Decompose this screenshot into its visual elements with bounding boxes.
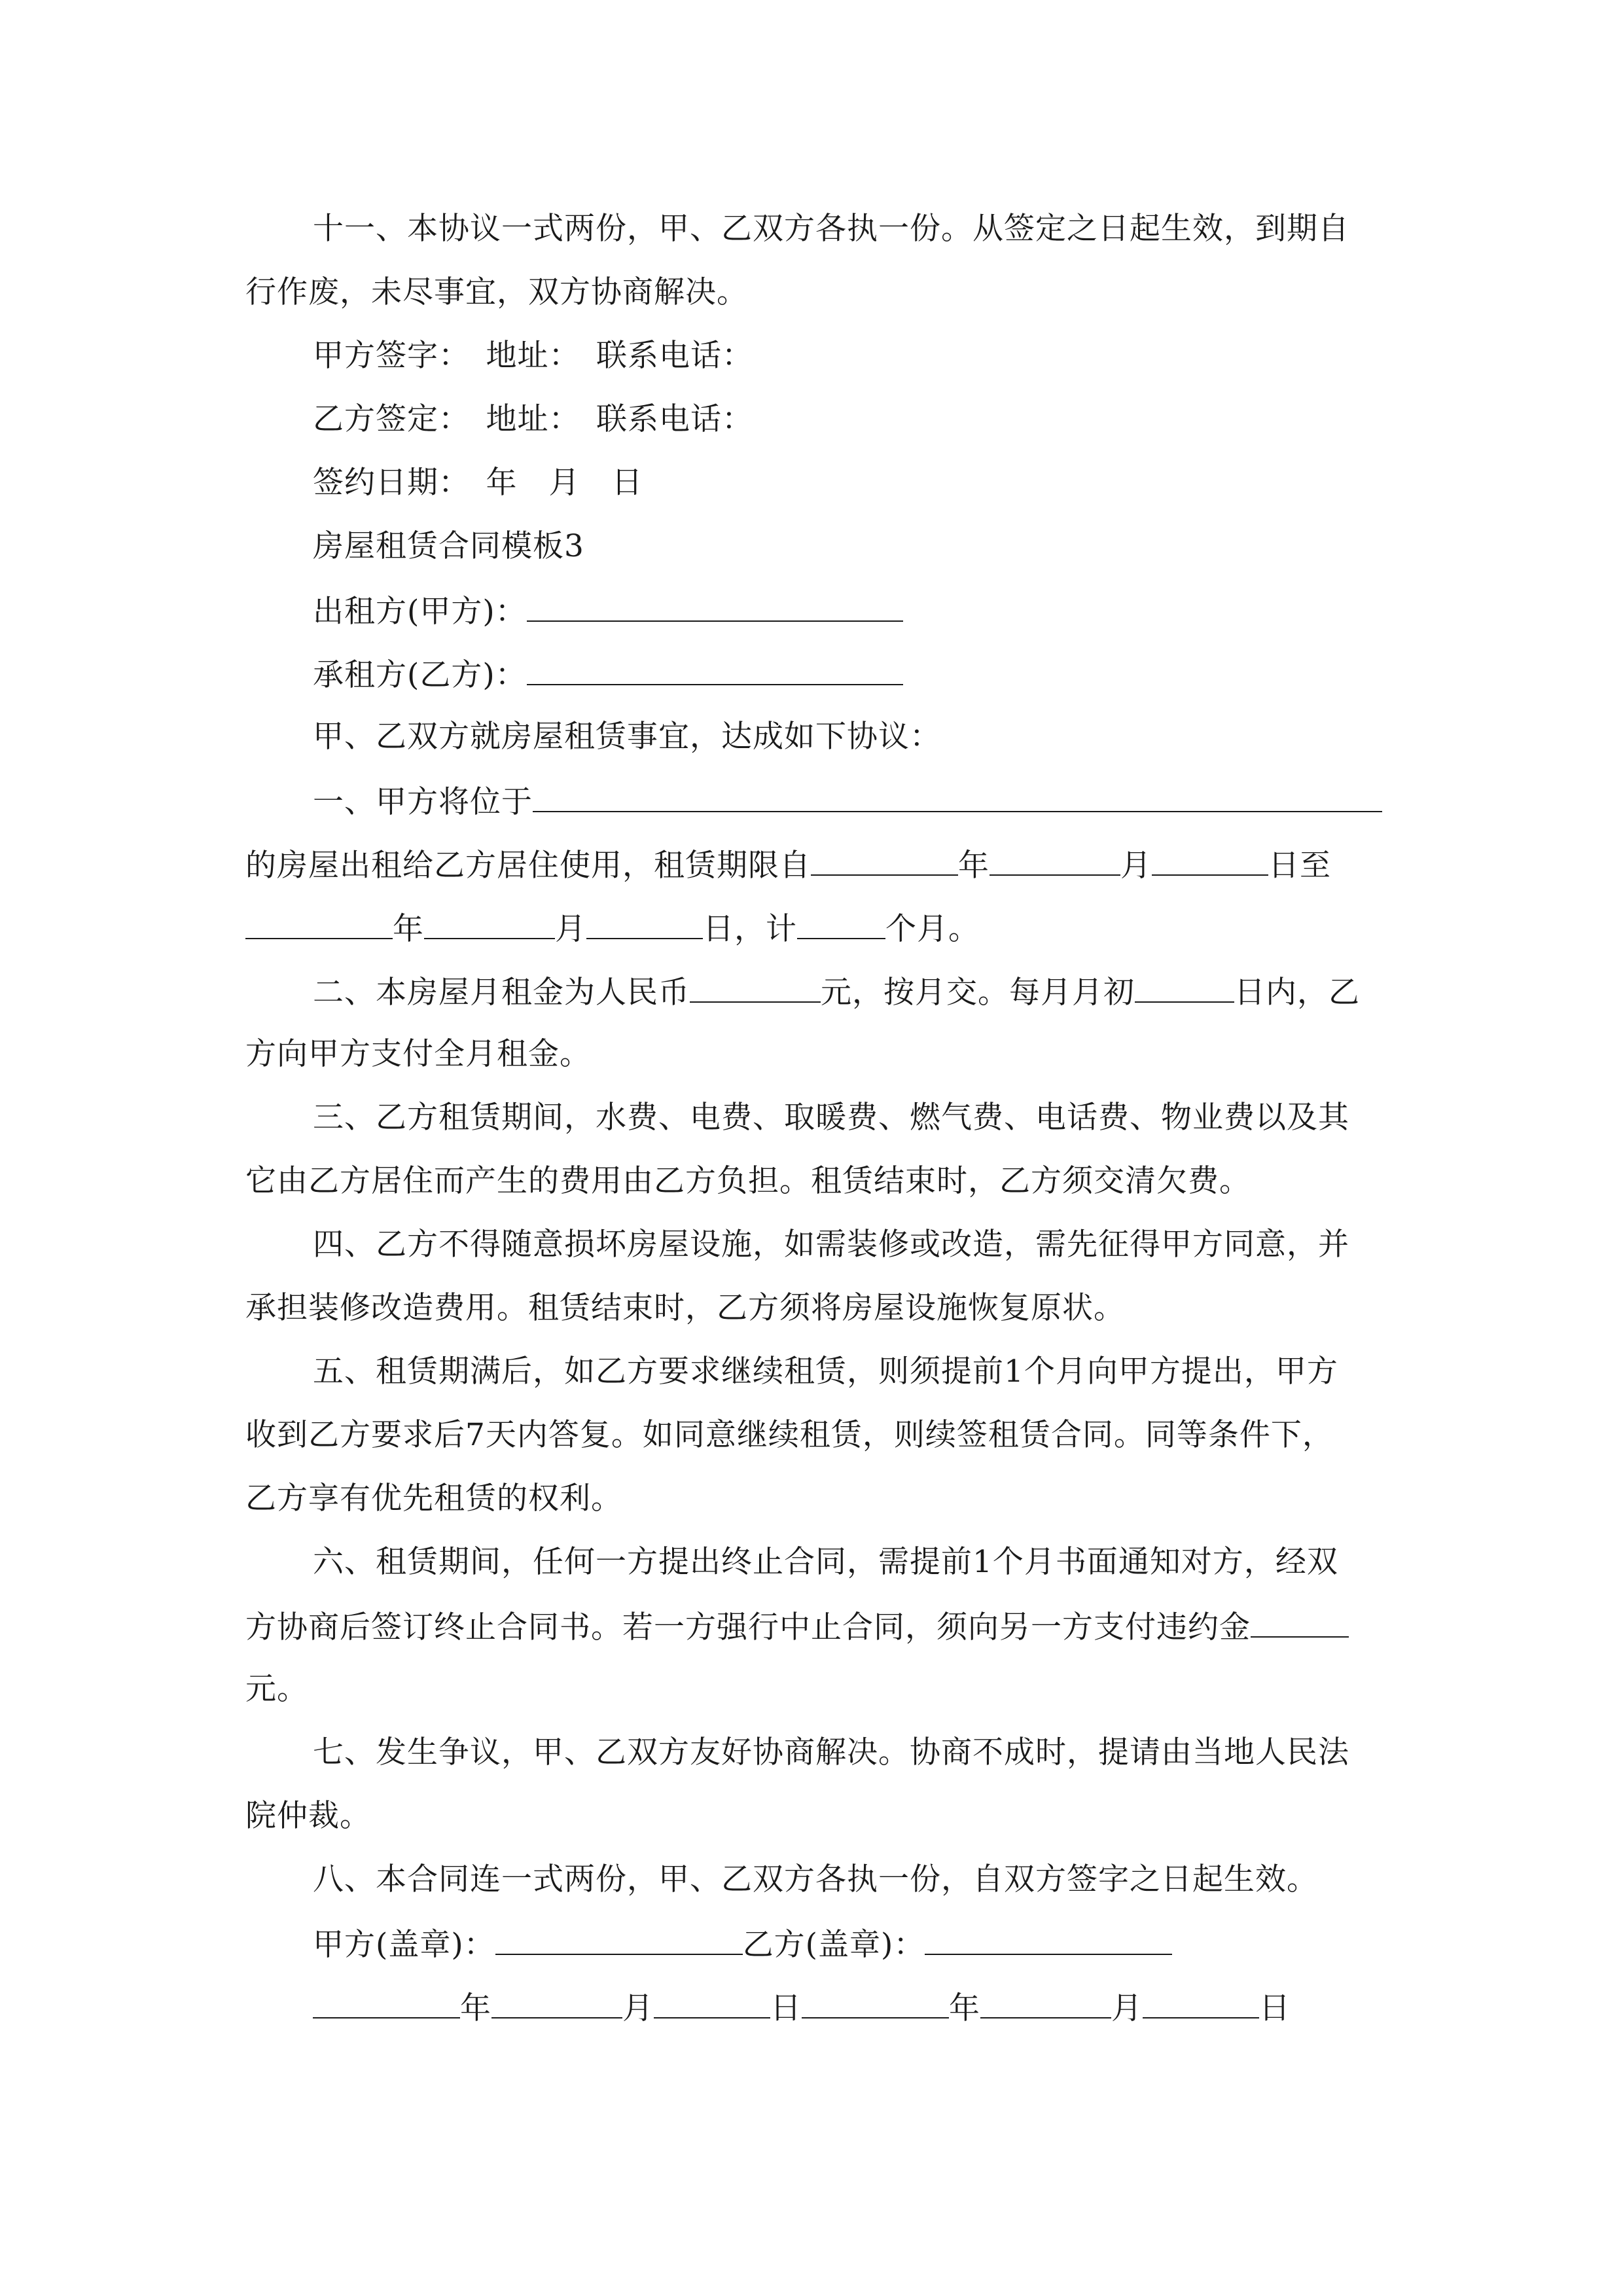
address-blank[interactable]	[533, 781, 1382, 812]
clause-6-line-2	[245, 1606, 1349, 1647]
seal-line	[313, 1924, 1172, 1965]
year-label: 年	[958, 848, 990, 884]
clause-5-line-1: 五、租赁期满后，如乙方要求继续租赁，则须提前1个月向甲方提出，甲方	[313, 1354, 1338, 1390]
party-a-month-blank[interactable]	[491, 1987, 622, 2018]
lessor-line	[313, 590, 903, 632]
clause-5-line-3: 乙方享有优先租赁的权利。	[245, 1480, 622, 1516]
clause-2-line-2: 方向甲方支付全月租金。	[245, 1036, 591, 1072]
party-b-signature-line: 乙方签定： 地址： 联系电话：	[313, 401, 753, 437]
clause-4-line-1: 四、乙方不得随意损坏房屋设施，如需装修或改造，需先征得甲方同意，并	[313, 1227, 1349, 1263]
lessor-blank[interactable]	[527, 590, 903, 622]
clause-1-line-3	[245, 908, 980, 949]
clause-3-line-1: 三、乙方租赁期间，水费、电费、取暖费、燃气费、电话费、物业费以及其	[313, 1100, 1349, 1136]
clause-3-line-2: 它由乙方居住而产生的费用由乙方负担。租赁结束时，乙方须交清欠费。	[245, 1163, 1251, 1199]
lessee-label: 承租方(乙方)：	[313, 657, 527, 693]
end-month-blank[interactable]	[424, 908, 555, 939]
party-a-seal-label: 甲方(盖章)：	[313, 1927, 495, 1963]
clause-2-line-1	[313, 971, 1360, 1013]
month-label: 月	[1111, 1990, 1143, 2026]
year-label: 年	[460, 1990, 491, 2026]
clause-7-line-1: 七、发生争议，甲、乙双方友好协商解决。协商不成时，提请由当地人民法	[313, 1734, 1349, 1770]
month-label: 月	[555, 911, 586, 947]
month-label: 月	[1120, 848, 1152, 884]
months-label: 个月。	[885, 911, 980, 947]
clause-2-text-c: 日内，乙	[1234, 975, 1360, 1011]
clause-6-line-3: 元。	[245, 1671, 308, 1707]
end-day-blank[interactable]	[586, 908, 703, 939]
rent-amount-blank[interactable]	[690, 971, 821, 1003]
day-to-label: 日至	[1268, 848, 1331, 884]
payment-day-blank[interactable]	[1135, 971, 1234, 1003]
year-label: 年	[949, 1990, 980, 2026]
day-count-label: 日，计	[703, 911, 797, 947]
end-year-blank[interactable]	[245, 908, 393, 939]
party-b-seal-blank[interactable]	[925, 1924, 1172, 1955]
day-label: 日	[770, 1990, 802, 2026]
start-year-blank[interactable]	[811, 844, 958, 876]
agreement-intro: 甲、乙双方就房屋租赁事宜，达成如下协议：	[313, 719, 941, 755]
months-count-blank[interactable]	[797, 908, 885, 939]
start-month-blank[interactable]	[990, 844, 1120, 876]
lessee-line	[313, 654, 903, 695]
party-a-signature-line: 甲方签字： 地址： 联系电话：	[313, 338, 753, 374]
party-b-day-blank[interactable]	[1143, 1987, 1259, 2018]
day-label: 日	[1259, 1990, 1291, 2026]
party-b-month-blank[interactable]	[980, 1987, 1111, 2018]
party-a-day-blank[interactable]	[654, 1987, 770, 2018]
clause-2-text-b: 元，按月交。每月月初	[821, 975, 1135, 1011]
party-a-year-blank[interactable]	[313, 1987, 460, 2018]
clause-1-line-1	[313, 781, 1382, 822]
signing-date-line: 签约日期： 年 月 日	[313, 465, 643, 501]
clause-6-line-1: 六、租赁期间，任何一方提出终止合同，需提前1个月书面通知对方，经双	[313, 1544, 1338, 1580]
seal-date-line	[313, 1987, 1291, 2028]
template-title: 房屋租赁合同模板3	[313, 528, 584, 564]
lessor-label: 出租方(甲方)：	[313, 594, 527, 630]
month-label: 月	[622, 1990, 654, 2026]
clause-2-text-a: 二、本房屋月租金为人民币	[313, 975, 690, 1011]
penalty-amount-blank[interactable]	[1251, 1606, 1349, 1638]
clause-4-line-2: 承担装修改造费用。租赁结束时，乙方须将房屋设施恢复原状。	[245, 1290, 1125, 1326]
start-day-blank[interactable]	[1152, 844, 1268, 876]
lessee-blank[interactable]	[527, 654, 903, 685]
clause-11-line-1: 十一、本协议一式两份，甲、乙双方各执一份。从签定之日起生效，到期自	[313, 211, 1349, 247]
year-label: 年	[393, 911, 424, 947]
clause-7-line-2: 院仲裁。	[245, 1798, 371, 1834]
party-b-seal-label: 乙方(盖章)：	[742, 1927, 925, 1963]
clause-6-text: 方协商后签订终止合同书。若一方强行中止合同，须向另一方支付违约金	[245, 1609, 1251, 1645]
clause-11-line-2: 行作废，未尽事宜，双方协商解决。	[245, 274, 748, 310]
party-b-year-blank[interactable]	[802, 1987, 949, 2018]
clause-1-line-2	[245, 844, 1331, 886]
clause-1-text: 的房屋出租给乙方居住使用，租赁期限自	[245, 848, 811, 884]
clause-5-line-2: 收到乙方要求后7天内答复。如同意继续租赁，则续签租赁合同。同等条件下，	[245, 1417, 1334, 1453]
party-a-seal-blank[interactable]	[495, 1924, 743, 1955]
clause-8: 八、本合同连一式两份，甲、乙双方各执一份，自双方签字之日起生效。	[313, 1861, 1318, 1897]
clause-1-start: 一、甲方将位于	[313, 784, 533, 820]
